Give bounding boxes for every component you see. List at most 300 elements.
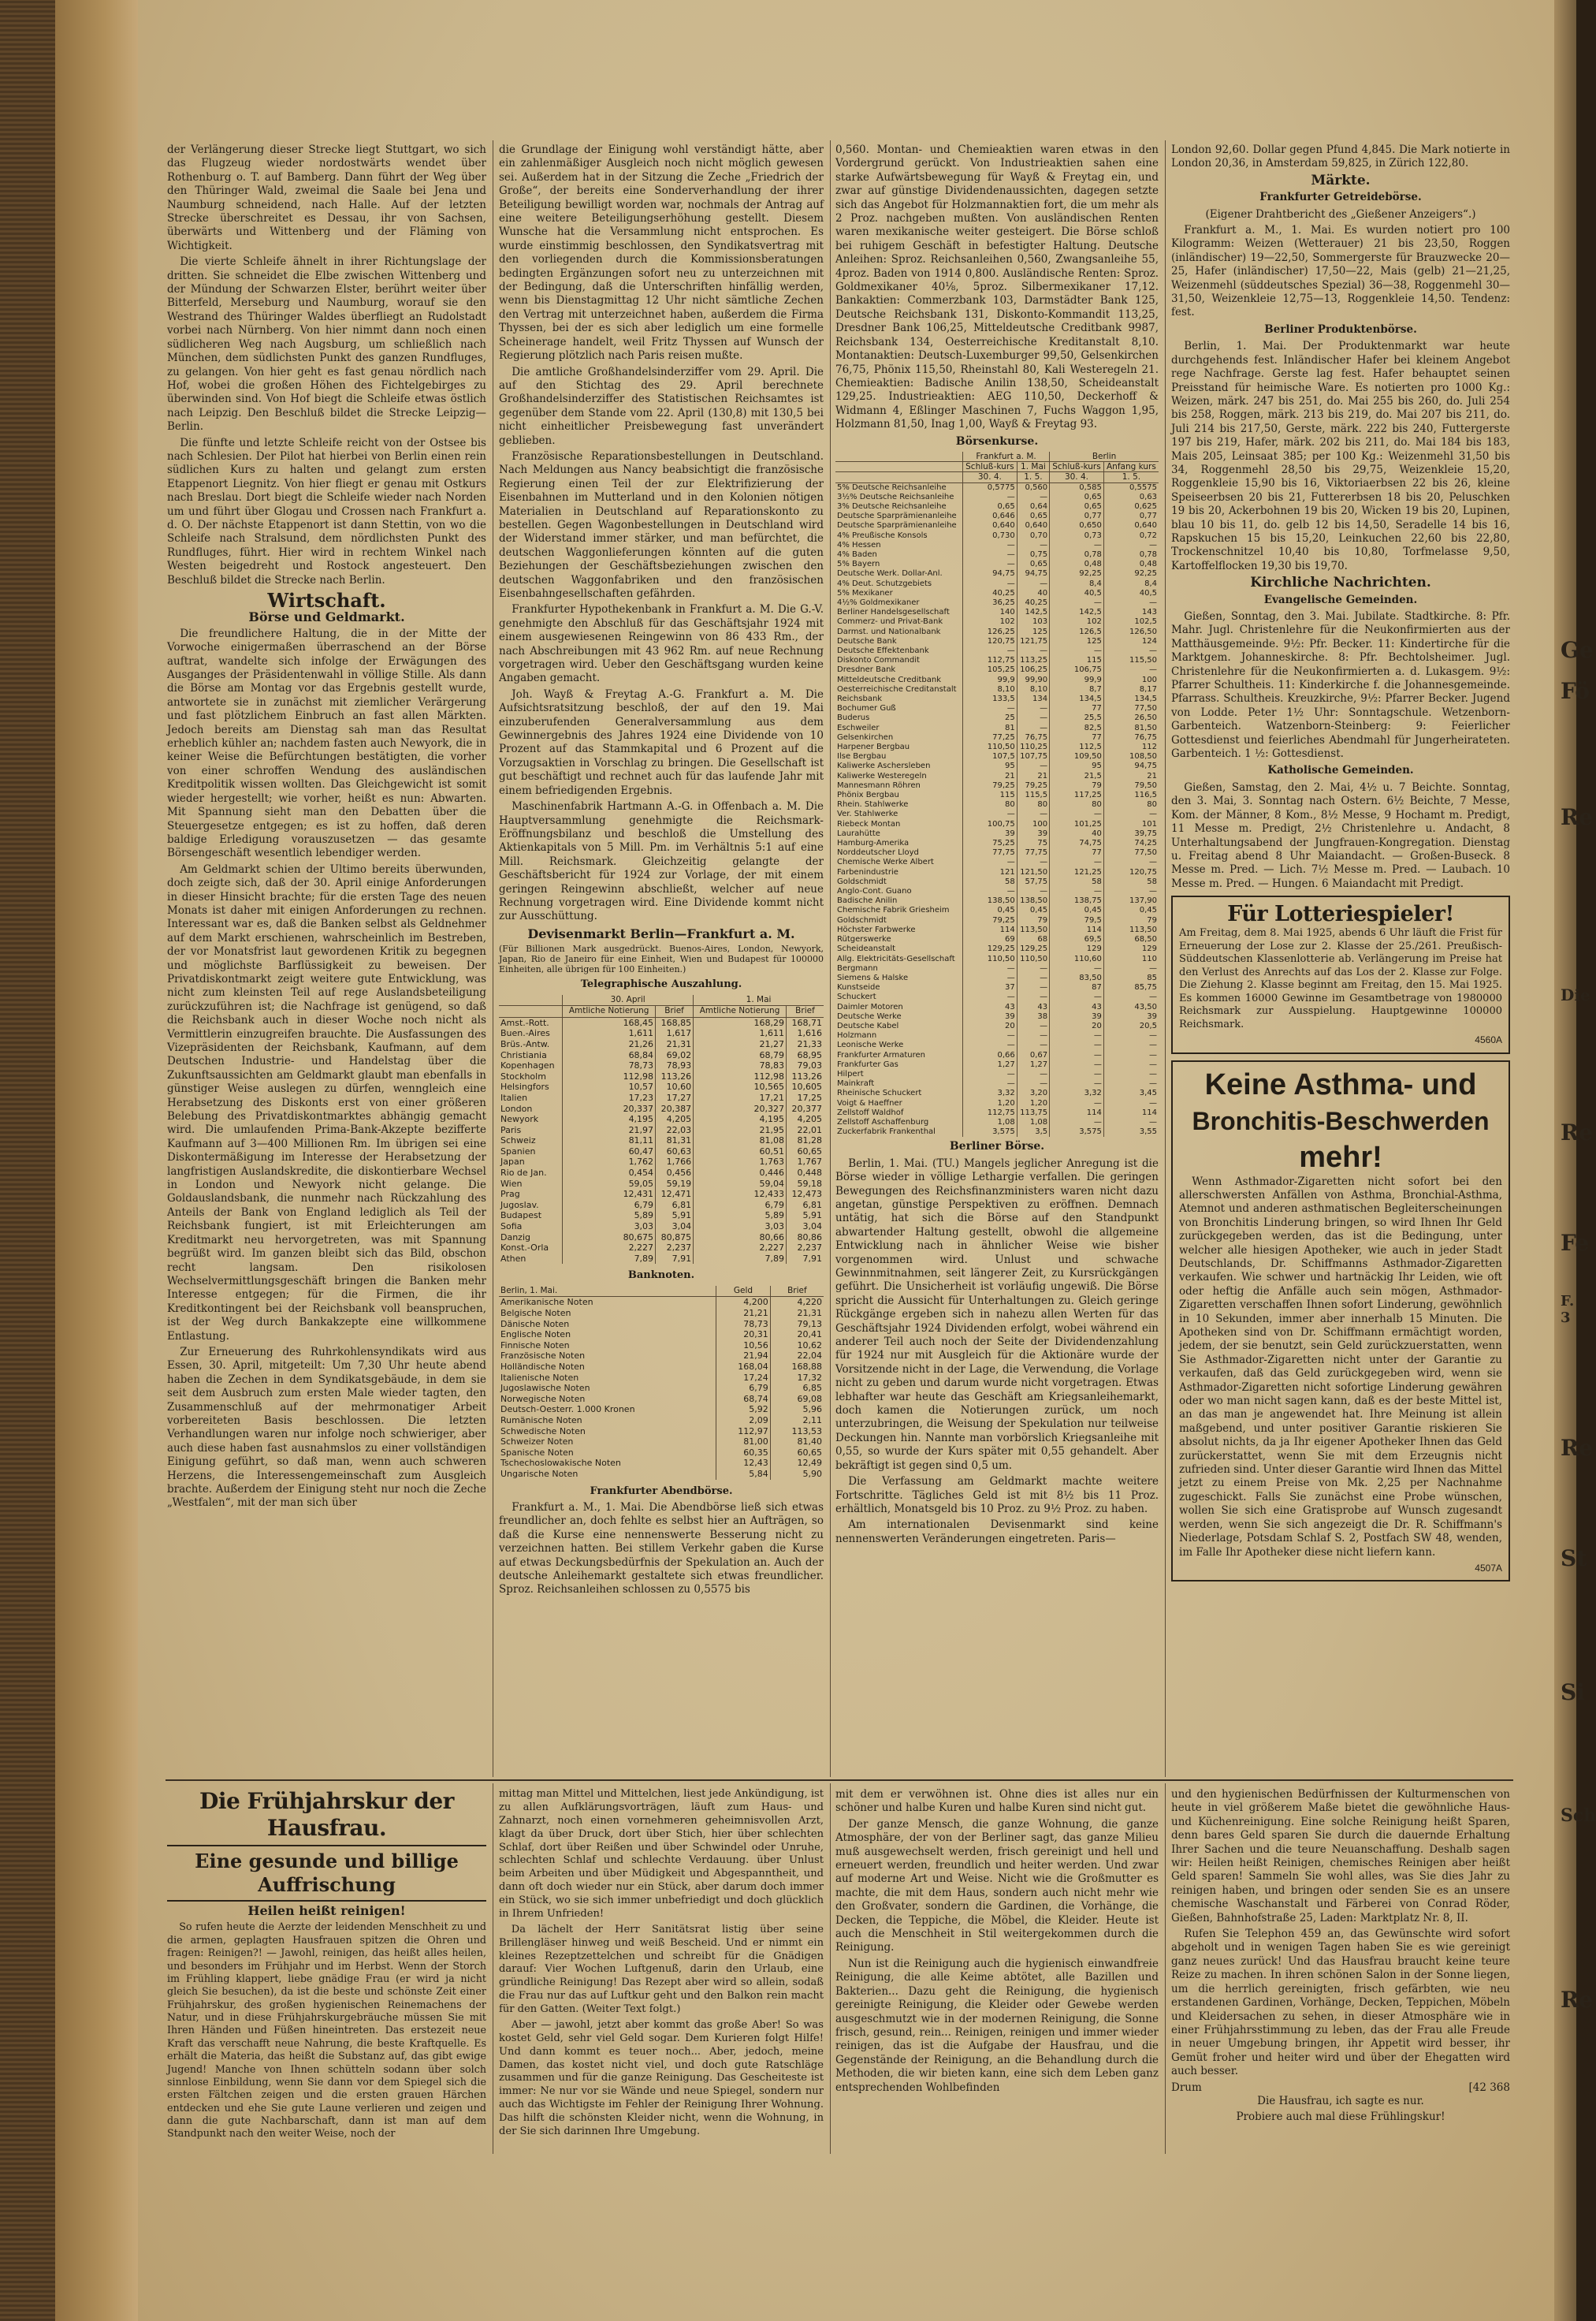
table-cell: 4,195: [694, 1114, 787, 1125]
table-cell: Commerz- und Privat-Bank: [837, 617, 943, 627]
table-cell: Kopenhagen: [500, 1060, 555, 1071]
table-cell: 76,75: [1017, 733, 1049, 743]
table-cell: —: [1103, 1060, 1159, 1070]
table-cell: 79: [1050, 781, 1104, 791]
table-cell: Tschechoslowakische Noten: [500, 1458, 621, 1469]
table-cell: 5,91: [656, 1210, 694, 1221]
table-cell: 0,65: [1017, 512, 1049, 521]
table-cell: 10,56: [716, 1340, 771, 1351]
table-cell: 79,25: [1017, 781, 1049, 791]
table-cell: 12,49: [770, 1458, 824, 1469]
feature-paragraph: So rufen heute die Aerzte der leidenden Menschheit zu und die armen, geplagten Hausfrauen spitzen die Ohren und fragen: Reinigen?! — Jawohl, reinigen, das heißt alles heilen, und besonders im Frühjahr und im Herbst. Wenn der Storch im Frühling klappert, liebe gnädige Frau (er wird ja nicht gleich Sie besuchen), da ist die beste und schönste Zeit einer Frühjahrskur, des großen hygienischen Reinemachens der Natur, und in diese Frühjahrskurgebräuche müssen Sie mit Ihren Händen und Füßen hineintreten. Das erstezeit neue Kraft das verschafft neue Nahrung, die beste Kraftquelle. Es erhält die Materia, das heißt die Substanz auf, das gibt ewige Jugend! Manche von Ihnen schütteln sodann über solch sinnlose Einbildung, wenn Sie dann vor dem Spiegel sich die ersten Fältchen zeigen und die ersten grauen Härchen entdecken und ehe Sie gute Laune verlieren und zeigen und dann die gute Nachbarschaft, dann ist man auf dem Standpunkt nach den weiter Weise, noch der: [167, 1921, 486, 2140]
table-cell: —: [1050, 541, 1104, 550]
table-cell: 40: [1017, 589, 1049, 598]
table-cell: 5,96: [770, 1404, 824, 1415]
table-cell: Buderus: [837, 713, 870, 723]
table-cell: Frankfurter Gas: [837, 1060, 898, 1069]
table-cell: 0,67: [1017, 1051, 1049, 1060]
table-row: [835, 752, 1159, 762]
table-row: [835, 839, 1159, 848]
table-cell: 39,75: [1103, 829, 1159, 839]
table-cell: —: [1017, 579, 1049, 589]
table-cell: —: [1050, 646, 1104, 656]
table-cell: Reichsbank: [837, 695, 883, 704]
column-1: [167, 143, 486, 1513]
table-row: [499, 1426, 824, 1437]
table-row: [835, 926, 1159, 935]
table-cell: —: [1103, 858, 1159, 867]
table-cell: Bergmann: [837, 963, 878, 973]
table-cell: Eschweiler: [837, 723, 880, 732]
table-cell: Deutsche Kabel: [837, 1021, 899, 1030]
table-cell: 76,75: [1103, 733, 1159, 743]
table-cell: Deutsche Effektenbank: [837, 646, 929, 655]
table-cell: 25: [963, 713, 1017, 723]
table-cell: Chemische Werke Albert: [837, 858, 934, 867]
table-cell: 0,5775: [963, 482, 1017, 493]
table-cell: 168,45: [563, 1017, 656, 1028]
table-cell: 12,433: [694, 1189, 787, 1200]
table-cell: 0,72: [1103, 531, 1159, 541]
table-cell: 133,5: [963, 695, 1017, 704]
table-row: [835, 1022, 1159, 1031]
table-cell: 0,45: [1103, 906, 1159, 915]
table-cell: 1,611: [694, 1028, 787, 1039]
table-cell: 81,00: [716, 1436, 771, 1447]
book-binding: [0, 0, 150, 2321]
table-cell: Jugoslawische Noten: [500, 1383, 590, 1394]
table-cell: 2,227: [563, 1242, 656, 1254]
table-cell: 20,5: [1103, 1022, 1159, 1031]
table-row: [499, 1146, 824, 1157]
table-row: [835, 944, 1159, 954]
table-row: [835, 733, 1159, 743]
table-cell: 107,5: [963, 752, 1017, 762]
table-cell: Leonische Werke: [837, 1041, 904, 1050]
table-cell: Dänische Noten: [500, 1318, 570, 1329]
table-cell: —: [1017, 1041, 1049, 1050]
column-3: [835, 143, 1159, 1548]
article-paragraph: Die freundlichere Haltung, die in der Mitte der Vorwoche einigermaßen überraschend an der Börse auftrat, wandelte sich infolge der Erwägungen des Ausganges der Präsidentenwahl in völlige Stille. Als dann die Börse am Montag vor das Ergebnis gestellt wurde, antwortete sie in zunächst mit ziemlicher Verärgerung und fast plötzlichem Einbruch an fast allen Märkten. Jedoch bereits am Dienstag sah man das Resultat erheblich kühler an; nachdem fasten auch Newyork, die in keiner Weise die Befürchtungen bestätigten, die vorher von einer schroffen Wendung des ausländischen Kreditpolitik wissen wollten. Das Gleichgewicht ist somit wieder hergestellt; wie vorher, heißt es nun: Abwarten. Mit Spannung sieht man den Debatten über die Steuergesetze entgegen; es ist zu hoffen, daß deren baldige Erledigung vorauszusetzen — das gesamte Börsengeschäft wesentlich lebendiger werden.: [167, 627, 486, 860]
table-cell: 75: [1017, 839, 1049, 848]
table-cell: —: [1017, 704, 1049, 713]
table-row: [835, 993, 1159, 1002]
table-cell: 4,205: [656, 1114, 694, 1125]
article-paragraph: Frankfurt a. M., 1. Mai. Die Abendbörse ließ sich etwas freundlicher an, doch fehlte es selbst hier an Aufträgen, so daß die Kurse eine nennenswerte Besserung nicht zu verzeichnen hatten. Bei stillem Verkehr gaben die Kurse auf etwas Deckungsbedürfnis der Spekulation an. Auch der deutsche Anleihemarkt gestaltete sich etwas freundlicher. Sproz. Reichsanleihen schlossen zu 0,5575 bis: [499, 1500, 824, 1596]
kurse-subheader: Schluß-kurs: [963, 462, 1017, 472]
table-cell: Ilse Bergbau: [837, 752, 887, 762]
table-row: [835, 695, 1159, 704]
table-cell: —: [1017, 810, 1049, 819]
table-cell: —: [1103, 993, 1159, 1002]
table-cell: —: [1017, 974, 1049, 983]
table-cell: 80,675: [563, 1232, 656, 1243]
strip-text-11: Sch: [1561, 1805, 1596, 1826]
table-cell: 0,73: [1050, 531, 1104, 541]
kurse-head-frankfurt: Frankfurt a. M.: [963, 452, 1050, 462]
table-row: [835, 1118, 1159, 1127]
table-cell: Zellstoff Waldhof: [837, 1108, 904, 1117]
table-cell: —: [1017, 713, 1049, 723]
article-paragraph: Die vierte Schleife ähnelt in ihrer Richtungslage der dritten. Sie schneidet die Elbe zwischen Wittenberg und der Mündung der Schwarzen Elster, berührt weiter über Bitterfeld, Merseburg und Naumburg, worauf sie den Westrand des Thüringer Waldes überfliegt an Rudolstadt vorbei nach Nürnberg. Von hier nimmt dann noch einen südlicheren Weg nach Augsburg, um schließlich nach München, dem südlichsten Punkt des ganzen Rundfluges, zu gelangen. Von hier geht es fast genau nördlich nach Hof, wobei die großen Höhen des Fichtelgebirges zu überwinden sind. Von Hof biegt die Schleife etwas östlich nach Leipzig. Den Beschluß bildet die Strecke Leipzig—Berlin.: [167, 255, 486, 434]
table-cell: 4,200: [716, 1297, 771, 1308]
article-paragraph: der Verlängerung dieser Strecke liegt Stuttgart, wo sich das Flugzeug wieder nordostwärts wendet über Rothenburg o. T. auf Bamberg. Dann führt der Weg über den Thüringer Wald, zweimal die Saale bei Jena und Naumburg schneidend, nach Halle. Auf der letzten Strecke überschreitet es Dessau, ihr von Sachsen, überwärts und Wittenberg und der Fläming von Wichtigkeit.: [167, 143, 486, 252]
table-cell: 17,32: [770, 1373, 824, 1384]
table-row: [835, 665, 1159, 675]
table-cell: —: [1017, 993, 1049, 1002]
table-cell: —: [1050, 993, 1104, 1002]
table-cell: 60,65: [786, 1146, 824, 1157]
table-cell: Gelsenkirchen: [837, 732, 894, 742]
table-cell: 3,20: [1017, 1089, 1049, 1098]
table-row: [499, 1362, 824, 1373]
table-cell: 108,50: [1103, 752, 1159, 762]
table-cell: 2,237: [786, 1242, 824, 1254]
table-row: [835, 685, 1159, 695]
table-cell: Chemische Fabrik Griesheim: [837, 906, 950, 915]
table-cell: 92,25: [1103, 569, 1159, 579]
table-cell: 1,767: [786, 1157, 824, 1168]
table-row: [499, 1436, 824, 1447]
table-cell: 2,227: [694, 1242, 787, 1254]
table-row: [499, 1383, 824, 1394]
table-cell: 1,611: [563, 1028, 656, 1039]
table-row: [835, 676, 1159, 685]
table-cell: Frankfurter Armaturen: [837, 1050, 926, 1060]
table-cell: 8,4: [1050, 579, 1104, 589]
bottom-column-4: [1171, 1788, 1510, 2127]
table-cell: Bochumer Guß: [837, 704, 896, 713]
table-cell: 37: [963, 983, 1017, 993]
column-4: [1171, 143, 1510, 1581]
table-cell: —: [1017, 858, 1049, 867]
table-row: [835, 493, 1159, 502]
bottom-column-1: [167, 1788, 486, 2143]
table-cell: 39: [963, 829, 1017, 839]
table-cell: 0,650: [1050, 521, 1104, 531]
table-cell: Finnische Noten: [500, 1339, 570, 1351]
table-cell: 79,5: [1050, 916, 1104, 926]
table-cell: Dresdner Bank: [837, 665, 896, 675]
table-cell: 113,26: [786, 1071, 824, 1082]
table-cell: 68,74: [716, 1394, 771, 1405]
table-cell: 80: [1103, 800, 1159, 810]
table-row: [499, 1308, 824, 1319]
table-cell: —: [963, 964, 1017, 974]
table-row: [835, 743, 1159, 752]
table-cell: 22,01: [786, 1125, 824, 1136]
table-cell: 81,31: [656, 1135, 694, 1146]
table-cell: 129,25: [963, 944, 1017, 954]
table-cell: 3% Deutsche Reichsanleihe: [837, 501, 947, 511]
table-row: [835, 1060, 1159, 1070]
table-cell: Siemens & Halske: [837, 973, 909, 982]
subheading-devisen: Devisenmarkt Berlin—Frankfurt a. M.: [527, 926, 795, 941]
kurse-subheader: Schluß-kurs: [1050, 462, 1104, 472]
table-cell: 129: [1103, 944, 1159, 954]
table-row: [499, 1232, 824, 1243]
table-cell: 68,79: [694, 1050, 787, 1061]
table-cell: 1,617: [656, 1028, 694, 1039]
article-paragraph: Die amtliche Großhandelsinderziffer vom 29. April. Die auf den Stichtag des 29. April berechnete Großhandelsinderziffer des Statistischen Reichsamtes ist gegenüber dem Stande vom 22. April (130,8) mit 130,5 bei nicht einheitlicher Preisbewegung fast unverändert geblieben.: [499, 365, 824, 447]
table-cell: 85,75: [1103, 983, 1159, 993]
table-row: [499, 1242, 824, 1254]
table-cell: 59,18: [786, 1179, 824, 1190]
table-cell: 126,5: [1050, 628, 1104, 637]
table-cell: 168,88: [770, 1362, 824, 1373]
table-cell: 0,456: [656, 1168, 694, 1179]
table-cell: 43: [963, 1003, 1017, 1012]
table-cell: 0,625: [1103, 502, 1159, 512]
table-cell: 12,431: [563, 1189, 656, 1200]
table-cell: 59,05: [563, 1179, 656, 1190]
table-cell: 1,762: [563, 1157, 656, 1168]
table-cell: —: [963, 1041, 1017, 1050]
table-cell: 74,25: [1103, 839, 1159, 848]
table-cell: 138,50: [1017, 896, 1049, 906]
table-row: [835, 502, 1159, 512]
table-cell: 134,5: [1050, 695, 1104, 704]
table-cell: —: [1017, 887, 1049, 896]
feature-tagline: Heilen heißt reinigen!: [247, 1903, 406, 1918]
table-cell: 0,45: [1017, 906, 1049, 915]
table-cell: 112,75: [963, 656, 1017, 665]
table-row: [499, 1221, 824, 1232]
table-cell: Riebeck Montan: [837, 819, 901, 829]
table-cell: 101: [1103, 820, 1159, 829]
table-row: [499, 1189, 824, 1200]
table-cell: 1,20: [1017, 1099, 1049, 1108]
table-cell: 6,79: [694, 1200, 787, 1211]
table-row: [499, 1415, 824, 1426]
column-rule: [1165, 1783, 1166, 2154]
table-cell: Japan: [500, 1157, 525, 1168]
table-row: [499, 1200, 824, 1211]
feature-paragraph: mittag man Mittel und Mittelchen, liest jede Ankündigung, ist zu allen Aufklärungsvorträgen, läuft zum Haus- und Zahnarzt, noch einen vornehmeren geheimnisvollen Arzt, klagt da über Druck, dort über Stich, hier über schlechten Schlaf, dort über Reißen und über Schwindel oder Unruhe, schlechten Schlaf und schlechte Verdauung. über Unlust beim Arbeiten und über Müdigkeit und Abgespanntheit, und dann oft doch wieder nur ein Stück, aber darum doch immer ein Stück, wo sie sich immer unbefriedigt und doch glücklich in Ihrem Unfrieden!: [499, 1788, 824, 1920]
table-cell: 4,195: [563, 1114, 656, 1125]
table-cell: 68,84: [563, 1050, 656, 1061]
strip-text-1: Ge: [1561, 637, 1594, 663]
table-row: [499, 1404, 824, 1415]
subheading-evangelisch: Evangelische Gemeinden.: [1263, 593, 1418, 606]
table-cell: 110,50: [1017, 955, 1049, 964]
table-cell: Jugoslav.: [500, 1199, 539, 1210]
table-cell: 2,09: [716, 1415, 771, 1426]
table-cell: 8,10: [963, 685, 1017, 695]
table-cell: —: [1050, 1060, 1104, 1070]
table-cell: 102: [1050, 617, 1104, 627]
table-row: [499, 1179, 824, 1190]
table-cell: 21,31: [770, 1308, 824, 1319]
table-cell: 21,26: [563, 1039, 656, 1050]
table-cell: Budapest: [500, 1210, 542, 1221]
table-cell: 5,90: [770, 1469, 824, 1480]
table-cell: 134,5: [1103, 695, 1159, 704]
table-cell: Französische Noten: [500, 1351, 586, 1362]
table-cell: 39: [963, 1012, 1017, 1022]
table-cell: —: [1017, 493, 1049, 502]
table-row: [835, 974, 1159, 983]
table-cell: Badische Anilin: [837, 896, 898, 906]
table-cell: Zellstoff Aschaffenburg: [837, 1117, 929, 1127]
ad-code: 4507A: [1475, 1562, 1502, 1574]
table-cell: 129: [1050, 944, 1104, 954]
table-row: [499, 1060, 824, 1071]
table-row: [835, 829, 1159, 839]
table-cell: 12,43: [716, 1458, 771, 1469]
tele-subheader: Amtliche Notierung: [563, 1006, 656, 1018]
table-cell: Sofia: [500, 1221, 523, 1232]
table-cell: —: [1017, 1031, 1049, 1041]
table-cell: 8,10: [1017, 685, 1049, 695]
table-cell: —: [963, 1031, 1017, 1041]
table-cell: 2,237: [656, 1242, 694, 1254]
lottery-body: Am Freitag, dem 8. Mai 1925, abends 6 Uhr läuft die Frist für Erneuerung der Lose zur 2. Klasse der 25./261. Preußisch-Süddeutschen Klassenlotterie ab. Verlängerung im Preise hat den Verlust des Anrechts auf das Los der 2. Klasse zur Folge. Die Ziehung 2. Klasse beginnt am Freitag, den 15. Mai 1925. Es kommen 16000 Gewinne im Gesamtbetrage von 1980000 Reichsmark zur Ausspielung. Hauptgewinne 100000 Reichsmark.: [1179, 927, 1502, 1030]
table-row: [835, 579, 1159, 589]
table-cell: —: [1103, 541, 1159, 550]
table-cell: Konst.-Orla: [500, 1242, 549, 1254]
table-row: [835, 772, 1159, 781]
table-row: [835, 1012, 1159, 1022]
article-paragraph: Gießen, Samstag, den 2. Mai, 4½ u. 7 Beichte. Sonntag, den 3. Mai, 3. Sonntag nach Ostern. 6½ Beichte, 7 Messe, Kom. der Männer, 8 Kom., 8½ Messe, 9 Hochamt m. Predigt, 11 Messe m. Predigt, 2½ Christenlehre u. Andacht, 8 Unterhaltungsabend der Jungfrauen-Kongregation. Dienstag u. Freitag abend 8 Uhr Maiandacht. — Großen-Buseck. 8 Messe m. Pred. — Lich. 7½ Messe m. Pred. — Laubach. 10 Messe m. Pred. — Hungen. 6 Maiandacht mit Predigt.: [1171, 780, 1510, 890]
strip-text-5: Re: [1561, 1120, 1594, 1146]
table-cell: 5,89: [563, 1210, 656, 1221]
article-paragraph: Die Verfassung am Geldmarkt machte weitere Fortschritte. Tägliches Geld ist mit 8½ bis 11 Proz. erhältlich, Monatsgeld bis 10 Proz. zu 9½ Proz. zu haben.: [835, 1475, 1159, 1515]
ad-title-line-2: Bronchitis-Beschwerden: [1192, 1106, 1490, 1135]
table-row: [499, 1329, 824, 1340]
feature-paragraph: und den hygienischen Bedürfnissen der Kulturmenschen von heute in viel größerem Maße bietet die gewöhnliche Haus- und Küchenreinigung. Eine solche Reinigung heißt Sparen, denn bares Geld sparen Sie durch die dauernde Erhaltung Ihrer Sachen und die teure Neuanschaffung. Deshalb sagen wir: Heilen heißt Reinigen, chemisches Reinigen aber heißt Geld sparen! Sammeln Sie wohl alles, was Sie dies Jahr zu reinigen haben, und bringen oder senden Sie es an unsere chemische Waschanstalt und Färberei von Conrad Röder, Gießen, Bahnhofstraße 25, Laden: Marktplatz Nr. 8, II.: [1171, 1788, 1510, 1924]
table-cell: Rio de Jan.: [500, 1168, 547, 1179]
table-cell: —: [1103, 964, 1159, 974]
table-cell: 36,25: [963, 598, 1017, 608]
table-cell: 21,27: [694, 1039, 787, 1050]
table-cell: 40: [1050, 829, 1104, 839]
table-cell: 43: [1050, 1003, 1104, 1012]
table-cell: 68,95: [786, 1050, 824, 1061]
table-cell: Stockholm: [500, 1071, 546, 1082]
table-cell: 38: [1017, 1012, 1049, 1022]
table-row: [835, 916, 1159, 926]
table-row: [835, 541, 1159, 550]
table-cell: 92,25: [1050, 569, 1104, 579]
table-cell: 142,5: [1017, 608, 1049, 617]
table-cell: 69,5: [1050, 935, 1104, 944]
table-cell: Rütgerswerke: [837, 935, 891, 944]
asthma-advertisement: [1171, 1060, 1510, 1582]
table-cell: Holzmann: [837, 1031, 877, 1041]
table-cell: 1,20: [963, 1099, 1017, 1108]
table-cell: 39: [1017, 829, 1049, 839]
table-cell: 112,75: [963, 1108, 1017, 1118]
kurse-subheader: Anfang kurs: [1103, 462, 1159, 472]
table-cell: 120,75: [963, 637, 1017, 646]
table-cell: —: [963, 560, 1017, 569]
table-cell: Kunstseide: [837, 983, 880, 993]
table-cell: 22,03: [656, 1125, 694, 1136]
boersenkurse-table: [835, 452, 1159, 1137]
table-cell: 77,50: [1103, 704, 1159, 713]
table-cell: 79,50: [1103, 781, 1159, 791]
table-cell: Belgische Noten: [500, 1308, 571, 1318]
table-row: [835, 955, 1159, 964]
table-cell: 8,7: [1050, 685, 1104, 695]
tele-date-2: 1. Mai: [694, 995, 824, 1006]
kurse-head-berlin: Berlin: [1050, 452, 1159, 462]
table-cell: 60,47: [563, 1146, 656, 1157]
article-paragraph: Am Geldmarkt schien der Ultimo bereits überwunden, doch zeigte sich, daß der 30. April einige Anforderungen in dieser Hinsicht brachte; für die ersten Tage des neuen Monats ist daher mit einigen Anforderungen zu rechnen. Interessant war es, daß die Banken selbst als Geldnehmer auf dem Markt erschienen, wahrscheinlich im Bestreben, der vor Monatsfrist laut gewordenen Kritik zu begegnen und möglichste Barflüssigkeit zu beweisen. Der Privatdiskontmarkt zeigt weitere gute Entwicklung, was nicht zum kleinsten Teil auf rege Auslandsbeteiligung zurückzuführen ist; die Nachfrage ist genügend, so daß die Reichsbank auch in dieser Woche noch nicht als Vermittlerin einzugreifen brauchte. Die Ausfassungen des Vizepräsidenten der Reichsbank, Kaufmann, auf dem Deutschen Industrie- und Handelstag über die Zukunftsaussichten am Geldmarkt glaubt man ebenfalls in günstiger Weise auslegen zu dürfen, wenngleich eine Herabsetzung des Diskonts erst von einer größeren Belebung des Privatdiskontmarktes abhängig gemacht wird. Die umlaufenden Prima-Bank-Akzepte bezifferte Kaufmann auf 3—400 Millionen Rm. Im übrigen sei eine Diskontermäßigung im Interesse der Herabsetzung der langfristigen Auslandskredite, die diskontierbare Wechsel in London und Newyork nicht gelange. Die Goldauslandsbank, die nunmehr nach Rückzahlung des Anteils der Bank von England lediglich als Teil der Reichsbank fungiert, ist mit Erleichterungen am Kreditmarkt neu hervorgetreten, was mit Spannung begrüßt wird. Im ganzen bleibt sich das Bild, obschon recht langsam. Den risikolosen Wechselvermittlungsgeschäft bringen die Banken mehr Interesse entgegen; für die Firmen, die ihr Kreditkontingent bei der Reichsbank voll beanspruchen, ist der Weg durch Bankakzepte eine willkommene Entlastung.: [167, 862, 486, 1343]
table-cell: 110,60: [1050, 955, 1104, 964]
table-cell: 115,50: [1103, 656, 1159, 665]
table-row: [835, 1127, 1159, 1137]
bottom-column-2: [499, 1788, 824, 2141]
table-cell: 79,13: [770, 1319, 824, 1330]
subheading-boerse: Börse und Geldmarkt.: [248, 609, 405, 625]
table-row: [499, 1297, 824, 1308]
table-cell: Mitteldeutsche Creditbank: [837, 675, 941, 684]
table-row: [499, 1210, 824, 1221]
table-cell: 115,5: [1017, 791, 1049, 800]
table-cell: 4% Preußische Konsols: [837, 531, 928, 540]
tele-subheader: Brief: [786, 1006, 824, 1018]
table-cell: —: [963, 974, 1017, 983]
table-row: [499, 1039, 824, 1050]
ad-body: Wenn Asthmador-Zigaretten nicht sofort bei den allerschwersten Anfällen von Asthma, Bronchial-Asthma, Atemnot und anderen asthmatischen Begleiterscheinungen von Bronchitis Linderung bringen, so wird Ihnen Ihr Geld zurückgegeben werden, das ist die Bedingung, unter welcher alle hiesigen Apotheker, wie auch in jeder Stadt Deutschlands, Dr. Schiffmanns Asthmador-Zigaretten verkaufen. Wie schwer und hartnäckig Ihr Leiden, wie oft oder heftig die Anfälle auch sein mögen, Asthmador-Zigaretten verschaffen Ihnen sofort Linderung, gewöhnlich in 10 Sekunden, immer aber innerhalb 15 Minuten. Die Apotheken sind von Dr. Schiffmann ermächtigt worden, jedem, der sie benutzt, sein Geld zurückzuerstatten, wenn Sie Asthmador-Zigaretten nicht unter der Garantie zu verkaufen, daß das Geld zurückgegeben wird, wenn sie Asthmador-Zigaretten nicht sofortige Linderung gewähren oder wo man nicht sagen kann, daß es der beste Mittel ist, an das man je angewendet hat. Ihre Meinung ist allein maßgebend, und unter positiver Garantie riskieren Sie absolut nichts, da ja Ihr eigener Apotheker Ihnen das Geld zurückerstattet, wenn Sie mit dem Erzeugnis nicht zufrieden sind. Unter dieser Garantie wird Ihnen das Mittel jetzt zu einem Preise von Mk. 2,25 per Nachnahme zugeschickt. Falls Sie zunächst eine Probe wünschen, wollen Sie sich eine Gratisprobe auf Wunsch zugesandt werden, wenn Sie sich angezeigt die Dr. R. Schiffmann's Niederlage, Potsdam Schlaf S. 2, Postfach SW 48, wenden, im Falle Ihr Apotheker diese nicht liefern kann.: [1179, 1175, 1502, 1559]
table-cell: 102: [963, 617, 1017, 627]
table-cell: —: [1017, 964, 1049, 974]
table-cell: —: [963, 493, 1017, 502]
bank-date: Berlin, 1. Mai.: [499, 1286, 716, 1297]
table-row: [499, 1373, 824, 1384]
table-cell: —: [1103, 665, 1159, 675]
table-row: [499, 1028, 824, 1039]
table-cell: 58: [963, 877, 1017, 887]
table-row: [499, 1104, 824, 1115]
article-paragraph: London 92,60. Dollar gegen Pfund 4,845. Die Mark notierte in London 20,36, in Amsterdam 59,825, in Zürich 122,80.: [1171, 143, 1510, 170]
table-row: [835, 1108, 1159, 1118]
subheading-telegraph: Telegraphische Auszahlung.: [580, 978, 742, 991]
table-cell: Mannesmann Röhren: [837, 780, 921, 790]
feature-code: [42 368: [1468, 2081, 1510, 2094]
table-cell: Wien: [500, 1178, 523, 1189]
table-row: [835, 820, 1159, 829]
subheading-berliner-boerse: Berliner Börse.: [949, 1140, 1045, 1153]
table-cell: 110,25: [1017, 743, 1049, 752]
feature-paragraph: Der ganze Mensch, die ganze Wohnung, die ganze Atmosphäre, der von der Berliner sagt, das ganze Milieu muß ausgewechselt werden, frisch gereinigt und hell und erneuert werden, freundlich und heiter werden. Und zwar auf moderne Art und Weise. Nicht wie die Großmutter es machte, die mit dem Haus, sondern auch nicht mehr wie den Großvater, sondern die Gardinen, die Vorhänge, die Decken, die Teppiche, die Möbel, die Kleider. Heute ist auch die Menschheit in Stil weitergekommen durch die Reinigung.: [835, 1817, 1159, 1954]
table-row: [835, 589, 1159, 598]
table-cell: 80: [1050, 800, 1104, 810]
table-row: [835, 906, 1159, 915]
table-cell: 20,377: [786, 1104, 824, 1115]
feature-paragraph: Rufen Sie Telephon 459 an, das Gewünschte wird sofort abgeholt und in wenigen Tagen haben Sie es wie gereinigt ganz neues zurück! Und das Hausfrau braucht keine teure Reize zu machen. In ihren schönen Salon in der Sonne liegen, um die herrlich gereinigten, frisch gefärbten, wie neu erstandenen Gardinen, Vorhänge, Decken, Teppichen, Möbeln und Kleidersachen zu sehen, in dieser Atmosphäre wie in einer Frühjahrsstimmung zu leben, das der Frau alle Freude in neuer Umgebung bringen, ihr Appetit wird besser, ihr Gemüt froher und heiter wird und über der Ehegatten wird auch besser.: [1171, 1928, 1510, 2078]
table-cell: 0,454: [563, 1168, 656, 1179]
table-row: [835, 868, 1159, 877]
article-paragraph: Joh. Wayß & Freytag A.-G. Frankfurt a. M. Die Aufsichtsratsitzung beschloß, der auf den 19. Mai einzuberufenden Generalversammlung aus dem Gewinnergebnis des Jahres 1924 eine Dividende von 10 Prozent auf das Stammkapital und 6 Prozent auf die Vorzugsaktien in Vorschlag zu bringen. Die Gesellschaft ist gut beschäftigt und rechnet auch für das laufende Jahr mit einem befriedigenden Ergebnis.: [499, 687, 824, 797]
table-cell: Newyork: [500, 1114, 539, 1125]
subheading-produkten: Berliner Produktenbörse.: [1264, 322, 1417, 336]
table-cell: —: [1050, 1041, 1104, 1050]
table-cell: 21,31: [656, 1039, 694, 1050]
article-paragraph: 0,560. Montan- und Chemieaktien waren etwas in den Vordergrund gerückt. Von Industrieaktien sahen eine starke Aufwärtsbewegung für Wayß & Freytag ein, und zwar auf günstige Dividendenaussichten, dagegen setzte sich das Angebot für Holzmannaktien fort, die um mehr als 2 Proz. nachgeben mußten. Von ausländischen Renten waren mexikanische weiter gesteigert. Die Börse schloß bei ruhigem Geschäft in befestigter Haltung. Deutsche Anleihen: Sproz. Reichsanleihen 0,560, Zwangsanleihe 55, 4proz. Baden von 1914 0,800. Ausländische Renten: Sproz. Goldmexikaner 40⅛, 5proz. Silbermexikaner 17,12. Bankaktien: Commerzbank 103, Darmstädter Bank 125, Deutsche Reichsbank 131, Diskonto-Kommandit 113,25, Dresdner Bank 106,25, Mitteldeutsche Creditbank 9987, Reichsbank 134, Oesterreichische Kreditanstalt 8,10. Montanaktien: Deutsch-Luxemburger 99,50, Gelsenkirchen 76,75, Phönix 115,50, Rheinstahl 80, Kali Westeregeln 21. Chemieaktien: Badische Anilin 138,50, Scheideanstalt 129,25. Industrieaktien: AEG 110,50, Deckerhoff & Widmann 4, Eßlinger Maschinen 7, Fuchs Waggon 1,95, Holzmann 81,50, Inag 1,00, Wayß & Freytag 93.: [835, 143, 1159, 431]
table-row: [499, 1447, 824, 1459]
table-cell: Deutsche Sparprämienanleihe: [837, 512, 957, 521]
table-cell: 77: [1050, 733, 1104, 743]
table-cell: 103: [1017, 617, 1049, 627]
table-cell: 77,25: [963, 733, 1017, 743]
table-cell: 79,25: [963, 781, 1017, 791]
table-cell: 0,65: [963, 502, 1017, 512]
table-cell: 113,50: [1017, 926, 1049, 935]
table-cell: 126,50: [1103, 628, 1159, 637]
